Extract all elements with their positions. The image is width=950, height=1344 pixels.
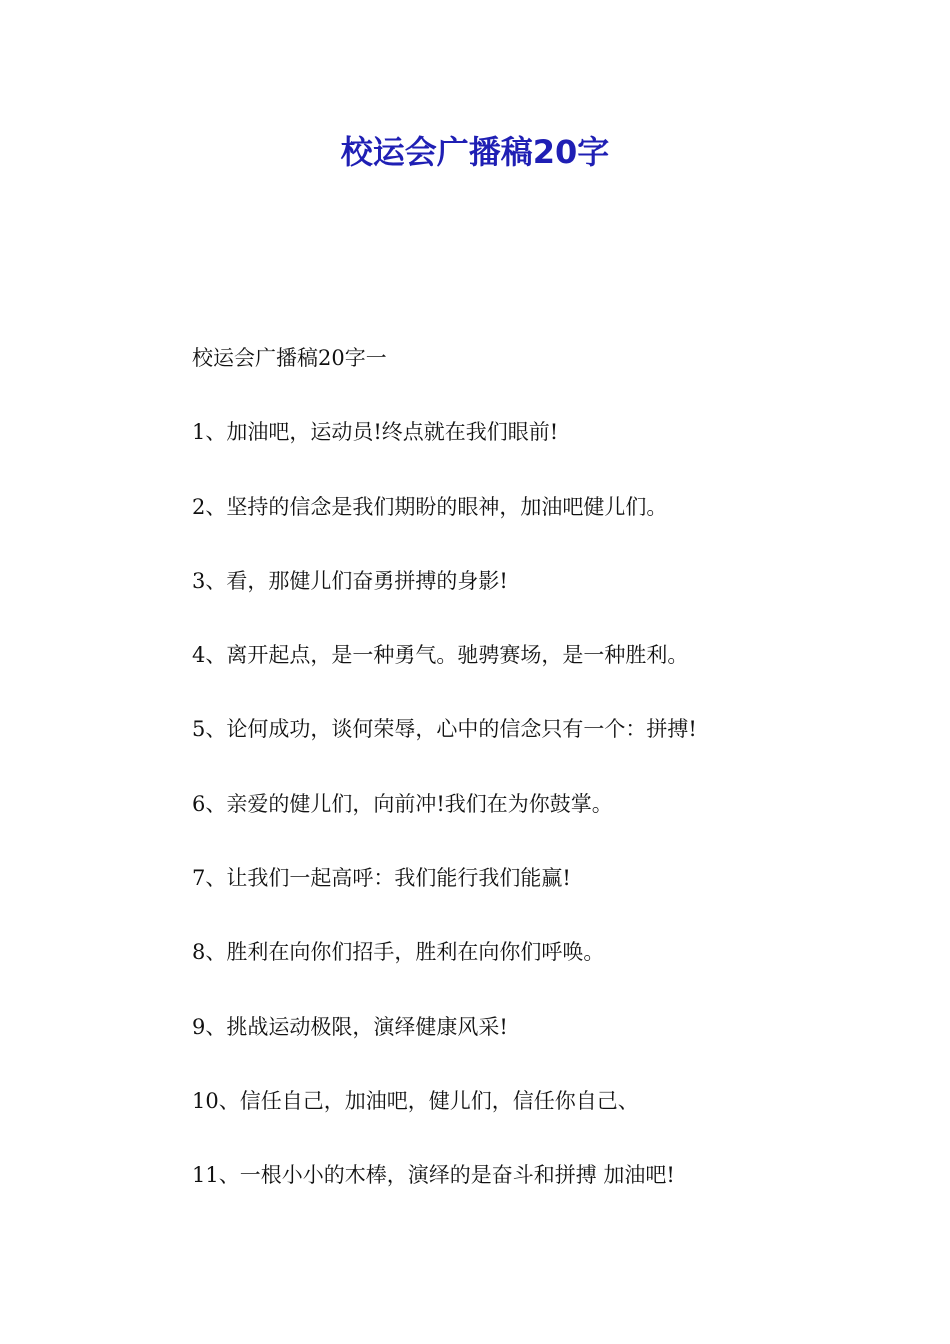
list-item: 3、看，那健儿们奋勇拼搏的身影! <box>192 568 508 593</box>
document-body <box>192 340 812 1232</box>
list-item: 11、一根小小的木棒，演绎的是奋斗和拼搏 加油吧! <box>192 1163 675 1188</box>
section-heading: 校运会广播稿20字一 <box>192 346 387 370</box>
list-item: 7、让我们一起高呼：我们能行我们能赢! <box>192 866 571 891</box>
list-item: 4、离开起点，是一种勇气。驰骋赛场，是一种胜利。 <box>192 643 689 668</box>
list-item: 8、胜利在向你们招手，胜利在向你们呼唤。 <box>192 940 605 965</box>
list-item: 1、加油吧，运动员!终点就在我们眼前! <box>192 420 559 445</box>
page-title: 校运会广播稿20字 <box>340 133 610 171</box>
list-item: 2、坚持的信念是我们期盼的眼神，加油吧健儿们。 <box>192 494 668 519</box>
list-item: 6、亲爱的健儿们，向前冲!我们在为你鼓掌。 <box>192 791 613 816</box>
list-item: 9、挑战运动极限，演绎健康风采! <box>192 1014 508 1039</box>
list-item: 10、信任自己，加油吧，健儿们，信任你自己、 <box>192 1088 639 1113</box>
list-item: 5、论何成功，谈何荣辱，心中的信念只有一个：拼搏! <box>192 717 697 742</box>
